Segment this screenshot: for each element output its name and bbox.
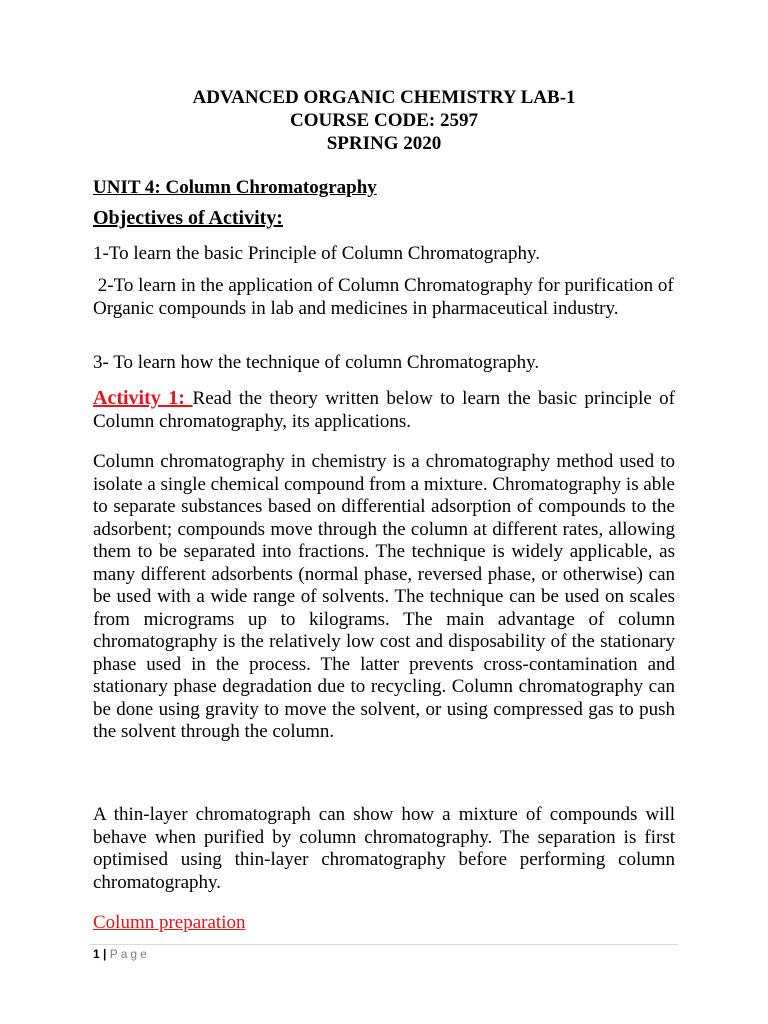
objective-item: 2-To learn in the application of Column Chromatography for purification of Organic compounds in lab and medicines in pharmaceutical industry. [93, 275, 679, 319]
page-number: 1 [93, 947, 100, 961]
objective-item: 1-To learn the basic Principle of Column Chromatography. [93, 243, 541, 264]
course-code: COURSE CODE: 2597 [290, 110, 478, 131]
document-header [0, 86, 768, 155]
activity-text: Read the theory written below to learn the basic principle of Column chromatography, its applications. [93, 388, 675, 432]
objective-item: 3- To learn how the technique of column Chromatography. [93, 352, 540, 373]
semester: SPRING 2020 [326, 133, 442, 154]
course-title: ADVANCED ORGANIC CHEMISTRY LAB-1 [192, 87, 576, 108]
footer-divider [90, 944, 678, 945]
body-paragraph: A thin-layer chromatograph can show how a mixture of compounds will behave when purified by column chromatography. The separation is first optimised using thin-layer chromatography before performing column chromatography. [93, 804, 675, 893]
unit-title: UNIT 4: Column Chromatography [93, 177, 377, 198]
activity-label: Activity 1: [93, 387, 193, 409]
page-label: Page [109, 947, 150, 961]
section-heading: Column preparation [93, 912, 246, 933]
body-paragraph: Column chromatography in chemistry is a chromatography method used to isolate a single chemical compound from a mixture. Chromatography is able to separate substances based on differential adsorption of compounds to the adsorbent; compounds move through the column at different rates, allowing them to be separated into fractions. The technique is widely applicable, as many different adsorbents (normal phase, reversed phase, or otherwise) can be used with a wide range of solvents. The technique can be used on scales from micrograms up to kilograms. The main advantage of column chromatography is the relatively low cost and disposability of the stationary phase used in the process. The latter prevents cross-contamination and stationary phase degradation due to recycling. Column chromatography can be done using gravity to move the solvent, or using compressed gas to push the solvent through the column. [93, 451, 675, 742]
objectives-heading: Objectives of Activity: [93, 207, 283, 229]
activity-instruction [93, 387, 675, 433]
page-footer [93, 947, 150, 961]
footer-separator: | [103, 947, 107, 961]
